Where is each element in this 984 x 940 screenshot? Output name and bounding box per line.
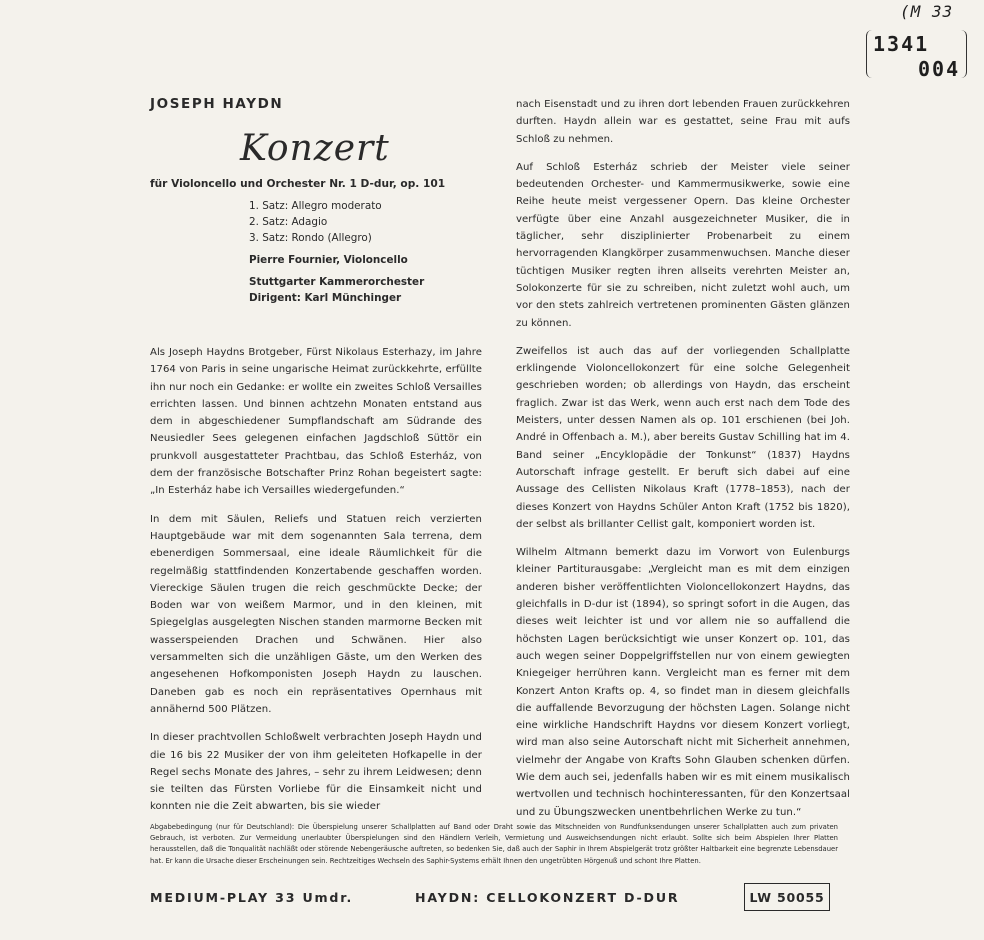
conductor: Dirigent: Karl Münchinger	[249, 292, 402, 304]
footnote-conditions: Abgabebedingung (nur für Deutschland): Die Überspielung unserer Schallplatten auf Band oder Draht sowie das Mitschneiden von Rundfunksendungen unserer Schallplatten auch zum privaten Gebrauch, ist verboten. Zur Vermeidung unerlaubter Überspielungen sind den Händlern Verleih, Vermietung und Ausweichsendungen nicht erlaubt. Sollte sich beim Abspielen Ihrer Platten herausstellen, daß die Tonqualität nachläßt oder störende Nebengeräusche auftreten, so bedenken Sie, daß auch der Saphir in Ihrem Abspielgerät trotz größter Haltbarkeit eine begrenzte Lebensdauer hat. Er kann die Ursache dieser Erscheinungen sein. Rechtzeitiges Wechseln des Saphir-Systems erhält Ihnen den ungetrübten Hörgenuß und schont Ihre Platten.	[150, 823, 838, 865]
work-title: Konzert	[240, 128, 390, 169]
work-subtitle: für Violoncello und Orchester Nr. 1 D-dur, op. 101	[150, 178, 446, 190]
movement-3: 3. Satz: Rondo (Allegro)	[249, 232, 372, 244]
handwritten-code-line1: 1341	[873, 32, 930, 56]
right-paragraph-3: Zweifellos ist auch das auf der vorliegenden Schallplatte erklingende Violoncellokonzert für eine solche Gelegenheit geschrieben worden; ob allerdings von Haydn, das erscheint fraglich. Zwar ist das Werk, wenn auch erst nach dem Tode des Meisters, unter dessen Namen als op. 101 erschienen (bei Joh. André in Offenbach a. M.), aber bereits Gustav Schilling hat im 4. Band seiner „Encyklopädie der Tonkunst“ (1837) Haydns Autorschaft infrage gestellt. Er beruft sich dabei auf eine Aussage des Cellisten Nikolaus Kraft (1778–1853), nach der dieses Konzert von Haydns Schüler Anton Kraft (1752 bis 1820), der selbst als brillanter Cellist galt, komponiert worden ist.	[516, 345, 850, 530]
handwritten-note: (M 33	[900, 2, 954, 21]
right-paragraph-4: Wilhelm Altmann bemerkt dazu im Vorwort von Eulenburgs kleiner Partiturausgabe: „Vergleicht man es mit dem einzigen anderen bisher veröffentlichten Violoncellokonzert Haydns, das gleichfalls in D-dur ist (1894), so springt sofort in die Augen, das dieses weit leichter ist und vor allem nie so auffallend die höchsten Lagen berücksichtigt wie unser Konzert op. 101, das auch wegen seiner Doppelgriffstellen nur von einem gewiegten Kniegeiger herrühren kann. Vergleicht man es ferner mit dem Konzert Anton Krafts op. 4, so findet man in diesem gleichfalls die auffallende Bevorzugung der höchsten Lagen. Solange nicht eine wirkliche Handschrift Haydns vor diesem Konzert vorliegt, wird man also seine Autorschaft nicht mit Sicherheit annehmen, vielmehr der Angabe von Krafts Sohn Glauben schenken dürfen. Wie dem auch sei, jedenfalls haben wir es mit einem musikalisch wertvollen und technisch hochinteressanten, für den Konzertsaal und zu Übungszwecken unentbehrlichen Werke zu tun.“	[516, 547, 850, 818]
right-paragraph-2: Auf Schloß Esterház schrieb der Meister viele seiner bedeutenden Orchester- und Kammermusikwerke, sowie eine Reihe heute meist vergessener Opern. Das kleine Orchester verfügte über eine Anzahl ausgezeichneter Musiker, die in täglicher, sehr disziplinierter Probenarbeit zu einem hervorragenden Klangkörper zusammenwuchsen. Manche dieser tüchtigen Musiker regten ihren allseits verehrten Meister an, Solokonzerte für sie zu schreiben, nicht zuletzt wohl auch, um vor den stets zahlreich vertretenen prominenten Gästen glänzen zu können.	[516, 161, 850, 329]
record-format: MEDIUM-PLAY 33 Umdr.	[150, 890, 354, 905]
composer-name: JOSEPH HAYDN	[150, 96, 284, 112]
orchestra: Stuttgarter Kammerorchester	[249, 276, 425, 288]
right-paragraph-1: nach Eisenstadt und zu ihren dort lebenden Frauen zurückkehren durften. Haydn allein war es gestattet, seine Frau mit aufs Schloß zu nehmen.	[516, 99, 850, 145]
soloist: Pierre Fournier, Violoncello	[249, 254, 408, 266]
catalog-number-box	[744, 883, 830, 911]
left-paragraph-1: Als Joseph Haydns Brotgeber, Fürst Nikolaus Esterhazy, im Jahre 1764 von Paris in seine ungarische Heimat zurückkehrte, erfüllte ihn nur noch ein Gedanke: er wollte ein zweites Schloß Versailles errichten lassen. Und binnen achtzehn Monaten entstand aus dem in abgeschiedener Sumpflandschaft am Südrande des Neusiedler Sees gelegenen einfachen Jagdschloß Süttör ein prunkvoll ausgestatteter Prachtbau, das Schloß Esterház, von dem der französische Botschafter Prinz Rohan begeistert sagte: „In Esterház habe ich Versailles wiedergefunden.“	[150, 347, 482, 497]
record-title: HAYDN: CELLOKONZERT D-DUR	[415, 890, 680, 905]
left-paragraph-2: In dem mit Säulen, Reliefs und Statuen reich verzierten Hauptgebäude war mit dem sogenannten Sala terrena, dem ebenerdigen Sommersaal, eine ideale Räumlichkeit für die regelmäßig stattfindenden Konzertabende geschaffen worden. Viereckige Säulen trugen die reich geschmückte Decke; der Boden war von weißem Marmor, und in den kleinen, mit Spiegelglas ausgelegten Nischen standen marmorne Becken mit wasserspeienden Drachen und Schwänen. Hier also versammelten sich die unzähligen Gäste, um den Werken des angesehenen Hofkomponisten Joseph Haydn zu lauschen. Daneben gab es noch ein repräsentatives Opernhaus mit annähernd 500 Plätzen.	[150, 513, 482, 715]
movement-2: 2. Satz: Adagio	[249, 216, 328, 228]
left-column	[150, 344, 482, 827]
right-column	[516, 96, 850, 832]
left-paragraph-3: In dieser prachtvollen Schloßwelt verbrachten Joseph Haydn und die 16 bis 22 Musiker der von ihm geleiteten Hofkapelle in der Regel sechs Monate des Jahres, – sehr zu ihrem Leidwesen; denn sie teilten das Fürsten Vorliebe für die Einsamkeit nicht und konnten nie die Zeit abwarten, bis sie wieder	[150, 732, 482, 813]
handwritten-code-line2: 004	[918, 57, 961, 81]
catalog-number: LW 50055	[749, 889, 825, 905]
movement-1: 1. Satz: Allegro moderato	[249, 200, 382, 212]
